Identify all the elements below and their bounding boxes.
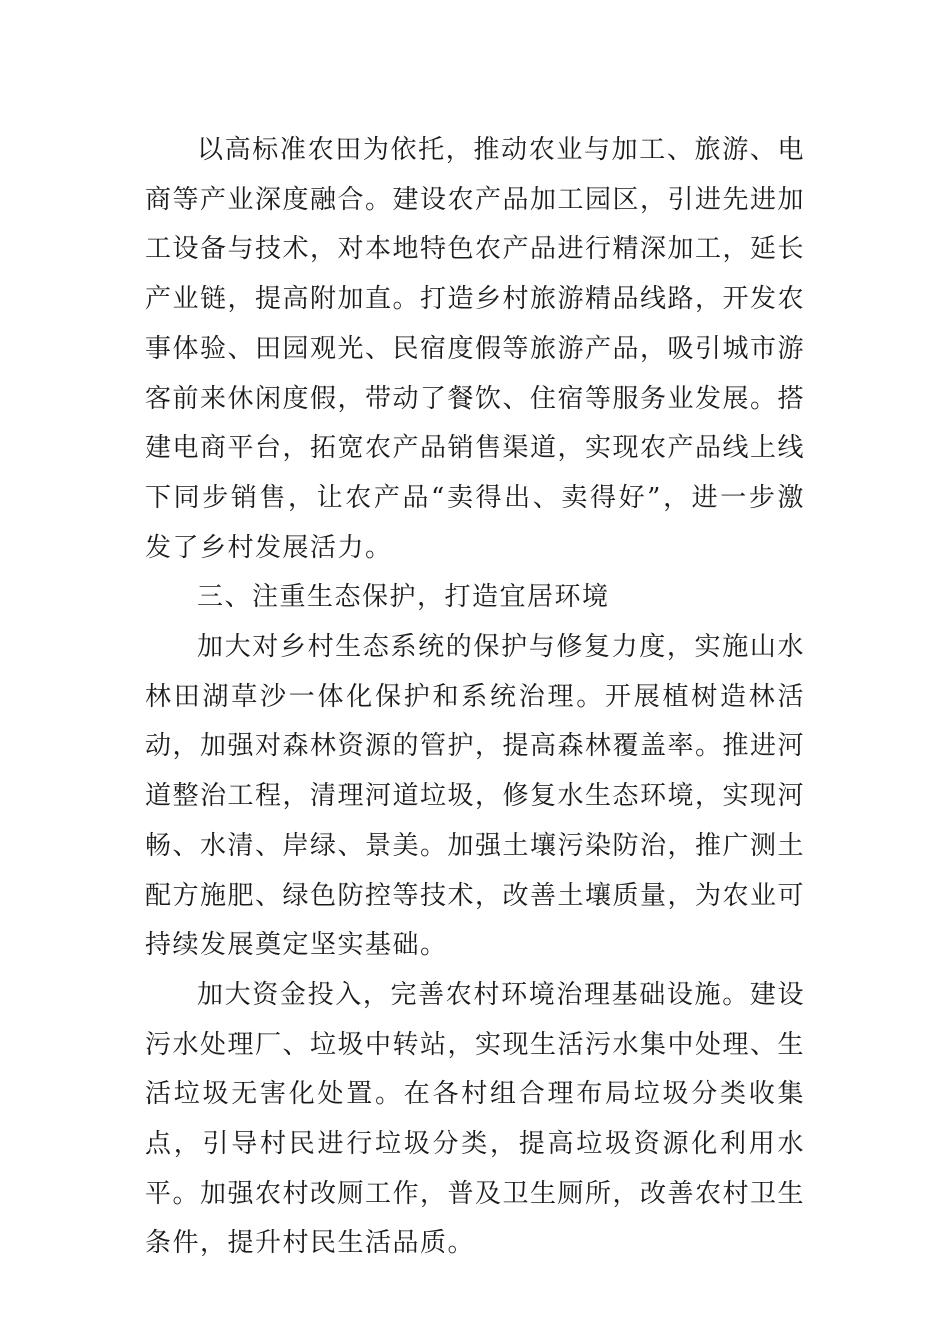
paragraph-industry-integration: 以高标准农田为依托，推动农业与加工、旅游、电商等产业深度融合。建设农产品加工园区，引进先进加工设备与技术，对本地特色农产品进行精深加工，延长产业链，提高附加直。打造乡村旅游精品线路，开发农事体验、田园观光、民宿度假等旅游产品，吸引城市游客前来休闲度假，带动了餐饮、住宿等服务业发展。搭建电商平台，拓宽农产品销售渠道，实现农产品线上线下同步销售，让农产品“卖得出、卖得好”，进一步激发了乡村发展活力。: [145, 135, 806, 563]
paragraph-ecosystem-protection: 加大对乡村生态系统的保护与修复力度，实施山水林田湖草沙一体化保护和系统治理。开展植树造林活动，加强对森林资源的管护，提高森林覆盖率。推进河道整治工程，清理河道垃圾，修复水生态环境，实现河畅、水清、岸绿、景美。加强土壤污染防治，推广测土配方施肥、绿色防控等技术，改善土壤质量，为农业可持续发展奠定坚实基础。: [145, 632, 806, 961]
paragraph-environment-infrastructure: 加大资金投入，完善农村环境治理基础设施。建设污水处理厂、垃圾中转站，实现生活污水集中处理、生活垃圾无害化处置。在各村组合理布局垃圾分类收集点，引导村民进行垃圾分类，提高垃圾资源化利用水平。加强农村改厕工作，普及卫生厕所，改善农村卫生条件，提升村民生活品质。: [145, 979, 806, 1259]
document-body: [145, 126, 805, 1269]
section-heading-ecology: 三、注重生态保护，打造宜居环境: [197, 582, 610, 613]
